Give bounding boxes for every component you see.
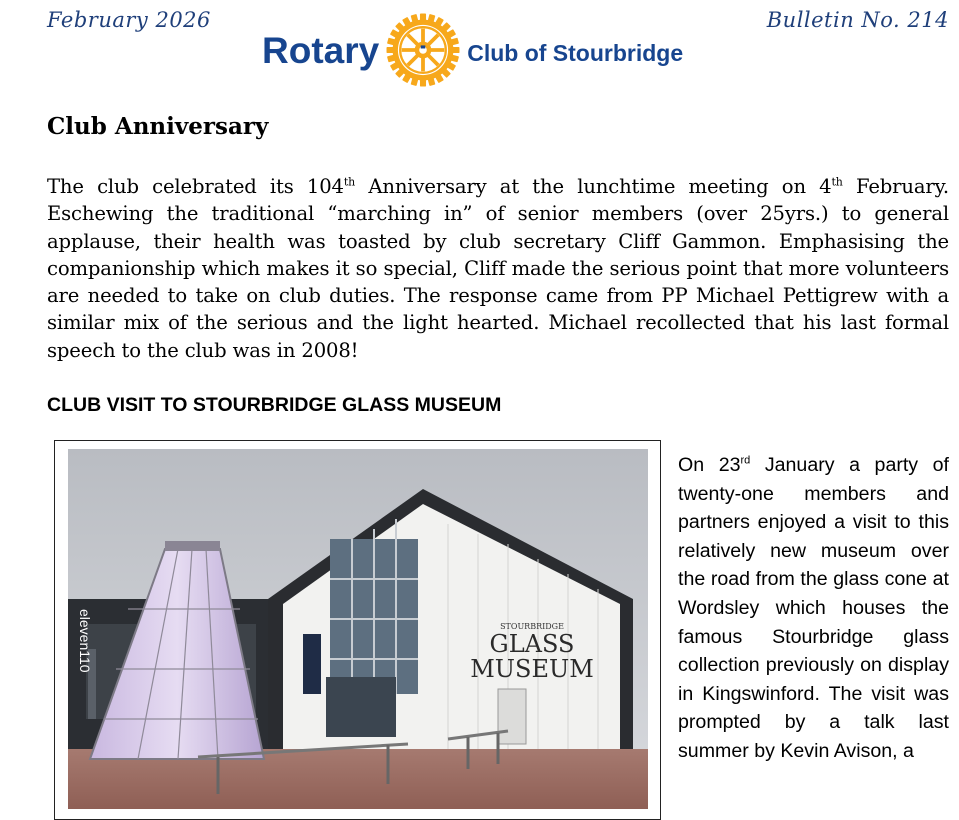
museum-visit-heading: CLUB VISIT TO STOURBRIDGE GLASS MUSEUM xyxy=(47,394,502,416)
logo-wordmark: Rotary xyxy=(262,29,380,71)
anniversary-paragraph: The club celebrated its 104th Anniversary at the lunchtime meeting on 4th February. Eschewing the traditional “marching in” of senior members (over 25yrs.) to general applause, their health was toasted by club secretary Cliff Gammon. Emphasising the companionship which makes it so special, Cliff made the serious point that more volunteers are needed to take on club duties. The response came from PP Michael Pettigrew with a similar mix of the serious and the light hearted. Michael recollected that his last formal speech to the club was in 2008! xyxy=(47,175,949,362)
museum-visit-text: On 23rd January a party of twenty-one members and partners enjoyed a visit to this relatively new museum over the road from the glass cone at Wordsley which houses the famous Stourbridge glass collection previously on display in Kingswinford. The visit was prompted by a talk last summer by Kevin Avison, a xyxy=(678,454,949,762)
anniversary-heading: Club Anniversary xyxy=(47,113,269,140)
photo-sign-line2: MUSEUM xyxy=(470,655,594,683)
bulletin-number: Bulletin No. 214 xyxy=(766,8,949,32)
glass-museum-photo xyxy=(68,449,648,809)
rotary-wheel-icon xyxy=(385,12,461,88)
photo-sign-line1: GLASS xyxy=(489,630,575,658)
bulletin-date: February 2026 xyxy=(47,8,211,32)
photo-sign-small: STOURBRIDGE xyxy=(500,622,564,631)
rotary-logo xyxy=(262,12,683,88)
logo-club-name: Club of Stourbridge xyxy=(467,39,684,66)
photo-side-sign: eleven110 xyxy=(77,609,93,673)
museum-photo-frame xyxy=(54,440,661,820)
